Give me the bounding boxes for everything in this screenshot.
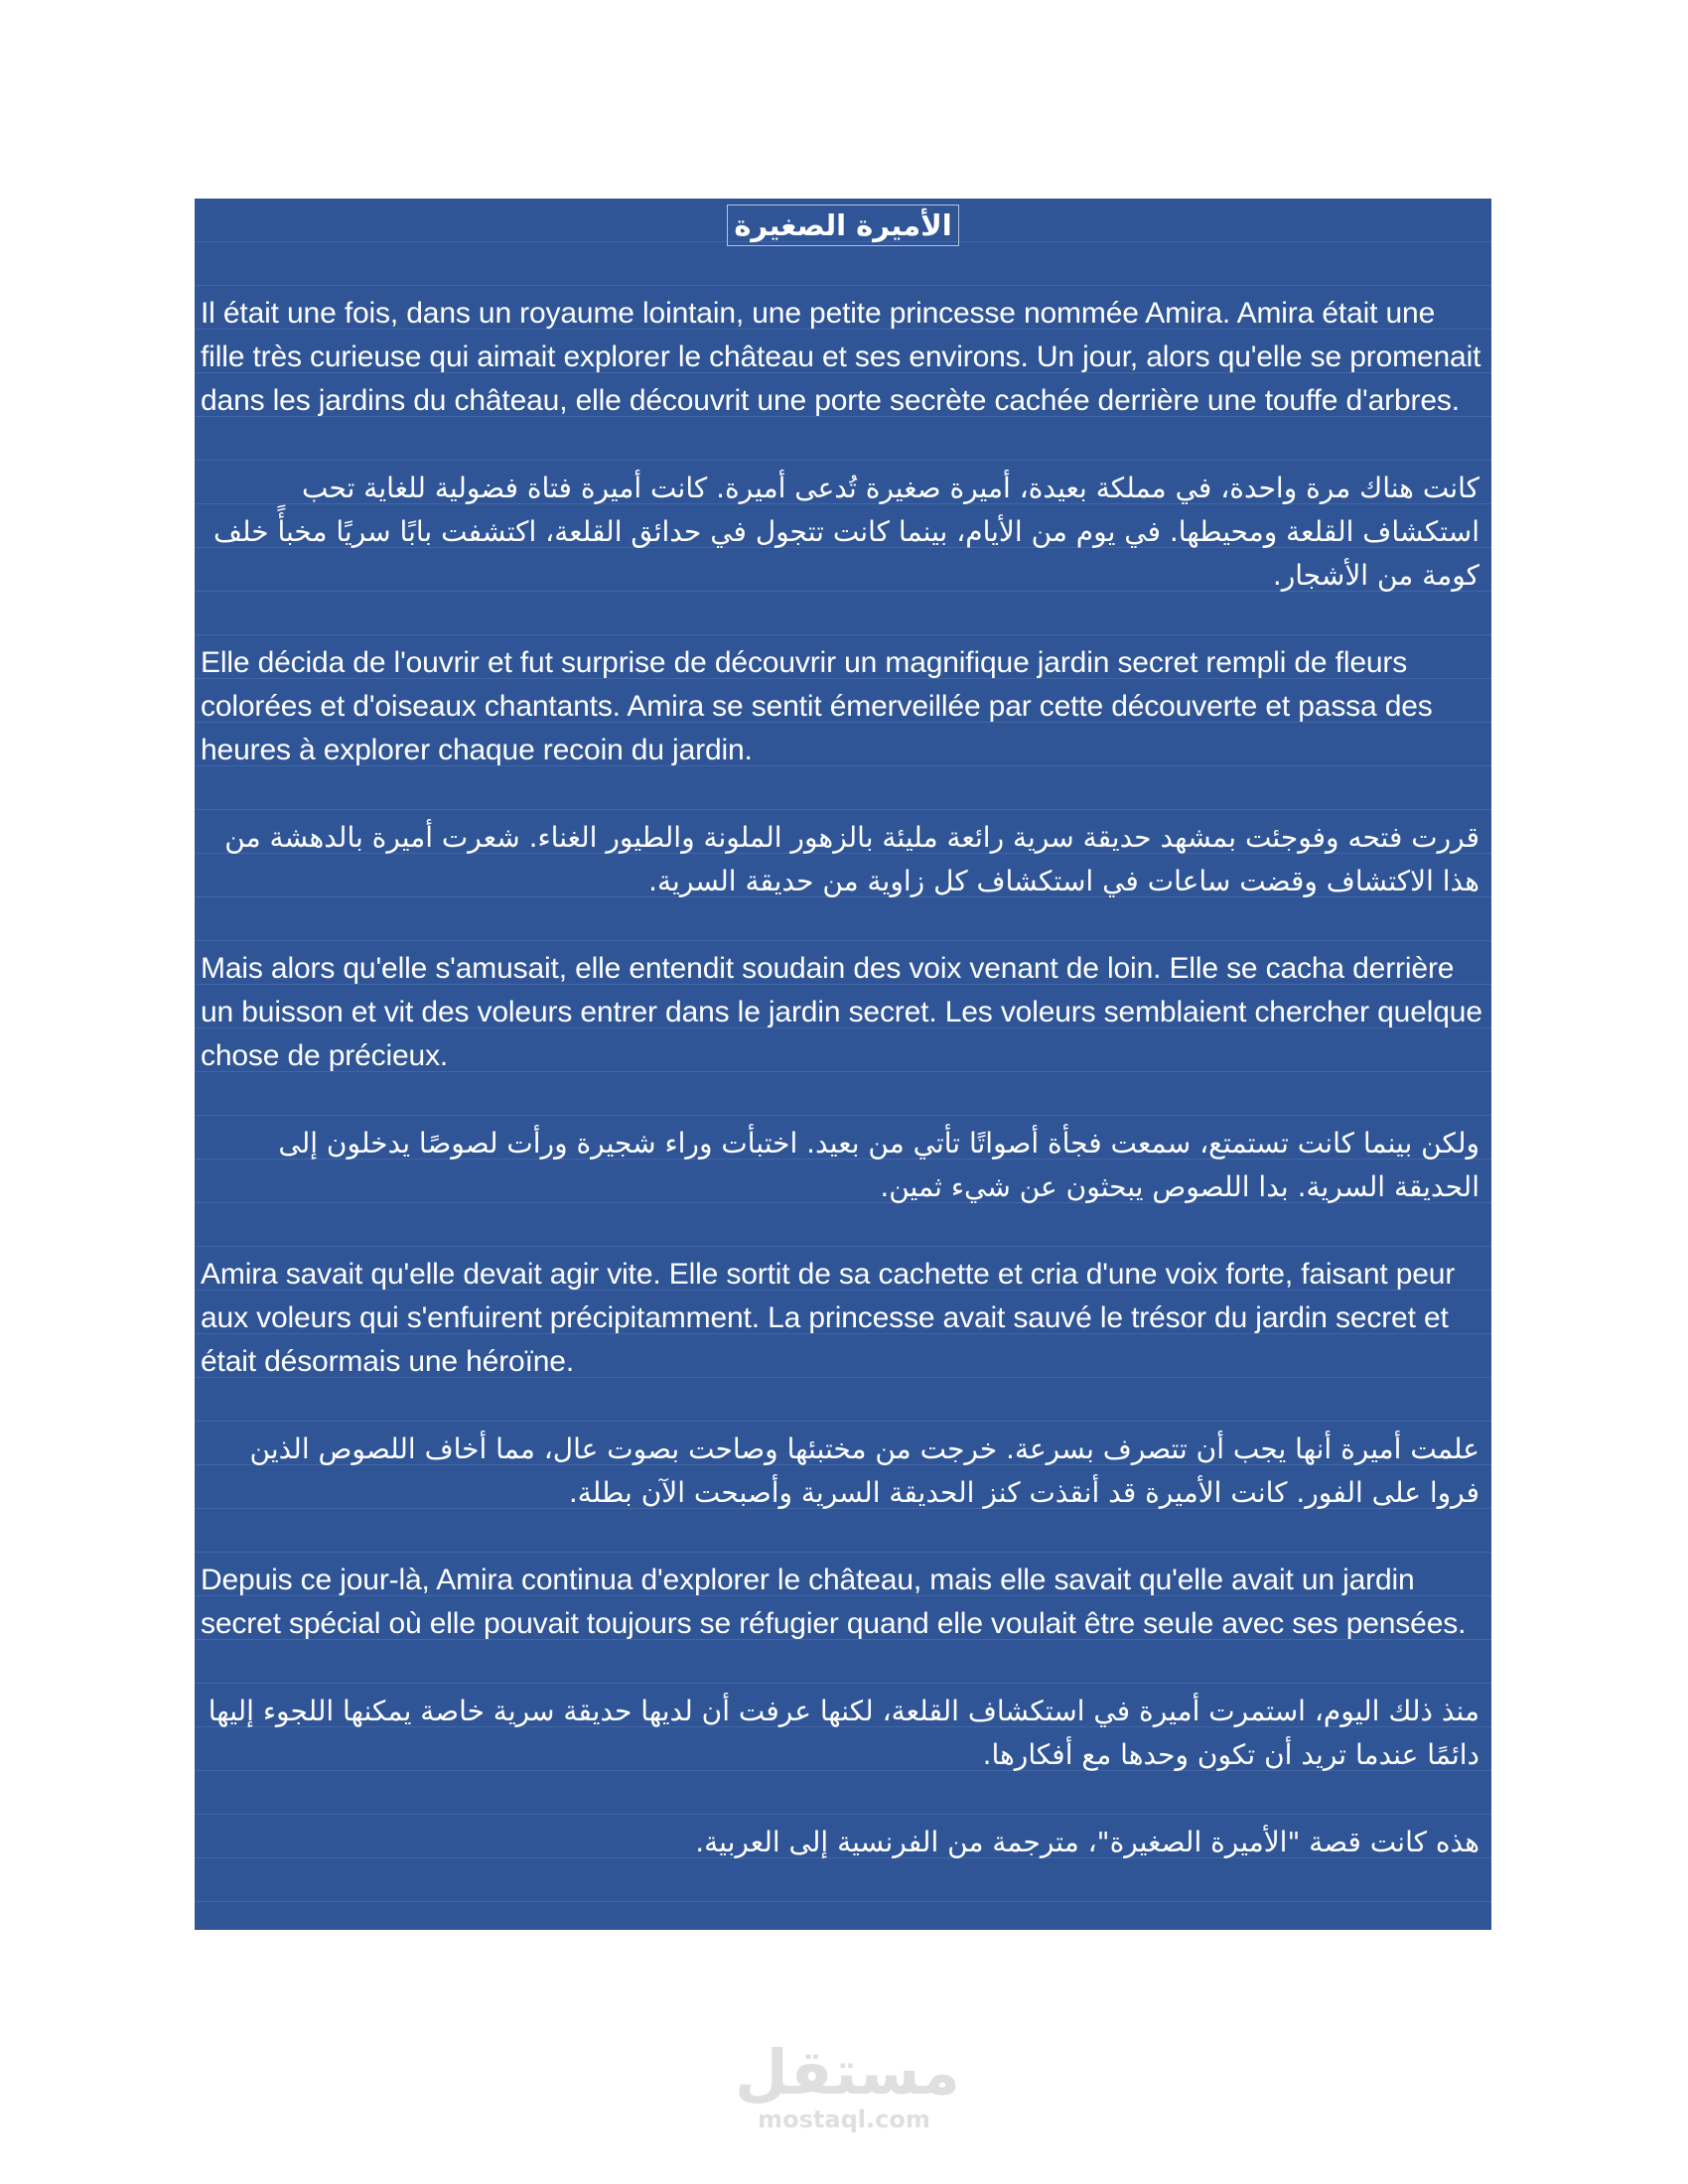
watermark-logo: مستقل	[735, 2036, 960, 2109]
paragraph-fr-4: Amira savait qu'elle devait agir vite. Elle sortit de sa cachette et cria d'une voix forte, faisant peur aux voleurs qui s'enfuirent précipitamment. La princesse avait sauvé le trésor du jardin secret et était désormais une héroïne.	[201, 1258, 1456, 1378]
paragraph-ar-closing: هذه كانت قصة "الأميرة الصغيرة"، مترجمة من الفرنسية إلى العربية.	[695, 1826, 1479, 1858]
paragraph-ar-3: ولكن بينما كانت تستمتع، سمعت فجأة أصواتًا تأتي من بعيد. اختبأت وراء شجيرة ورأت لصوصًا يدخلون إلى الحديقة السرية. بدا اللصوص يبحثون عن شيء ثمين.	[278, 1127, 1479, 1203]
watermark-url: mostaql.com	[758, 2106, 930, 2133]
story-title: الأميرة الصغيرة	[727, 205, 958, 246]
paragraph-fr-3: Mais alors qu'elle s'amusait, elle entendit soudain des voix venant de loin. Elle se cacha derrière un buisson et vit des voleurs entrer dans le jardin secret. Les voleurs semblaient chercher quelque chose de précieux.	[201, 952, 1482, 1072]
paragraph-fr-2: Elle décida de l'ouvrir et fut surprise de découvrir un magnifique jardin secret rempli de fleurs colorées et d'oiseaux chantants. Amira se sentit émerveillée par cette découverte et passa des heures à explorer chaque recoin du jardin.	[201, 646, 1433, 766]
mostaql-watermark	[735, 2036, 960, 2133]
paragraph-ar-5: منذ ذلك اليوم، استمرت أميرة في استكشاف القلعة، لكنها عرفت أن لديها حديقة سرية خاصة يمكنها اللجوء إليها دائمًا عندما تريد أن تكون وحدها مع أفكارها.	[208, 1695, 1479, 1771]
paragraph-fr-1: Il était une fois, dans un royaume lointain, une petite princesse nommée Amira. Amira était une fille très curieuse qui aimait explorer le château et ses environs. Un jour, alors qu'elle se promenait dans les jardins du château, elle découvrit une porte secrète cachée derrière une touffe d'arbres.	[201, 297, 1481, 417]
story-document	[195, 199, 1491, 1930]
paragraph-ar-1: كانت هناك مرة واحدة، في مملكة بعيدة، أميرة صغيرة تُدعى أميرة. كانت أميرة فتاة فضولية للغاية تحب استكشاف القلعة ومحيطها. في يوم من الأيام، بينما كانت تتجول في حدائق القلعة، اكتشفت بابًا سريًا مخبأً خلف كومة من الأشجار.	[212, 472, 1479, 592]
paragraph-ar-2: قررت فتحه وفوجئت بمشهد حديقة سرية رائعة مليئة بالزهور الملونة والطيور الغناء. شعرت أميرة بالدهشة من هذا الاكتشاف وقضت ساعات في استكشاف كل زاوية من حديقة السرية.	[224, 821, 1479, 897]
paragraph-fr-5: Depuis ce jour-là, Amira continua d'explorer le château, mais elle savait qu'elle avait un jardin secret spécial où elle pouvait toujours se réfugier quand elle voulait être seule avec ses pensées.	[201, 1564, 1467, 1640]
title-row	[201, 205, 1485, 248]
paragraph-ar-4: علمت أميرة أنها يجب أن تتصرف بسرعة. خرجت من مختبئها وصاحت بصوت عال، مما أخاف اللصوص الذين فروا على الفور. كانت الأميرة قد أنقذت كنز الحديقة السرية وأصبحت الآن بطلة.	[249, 1433, 1479, 1509]
